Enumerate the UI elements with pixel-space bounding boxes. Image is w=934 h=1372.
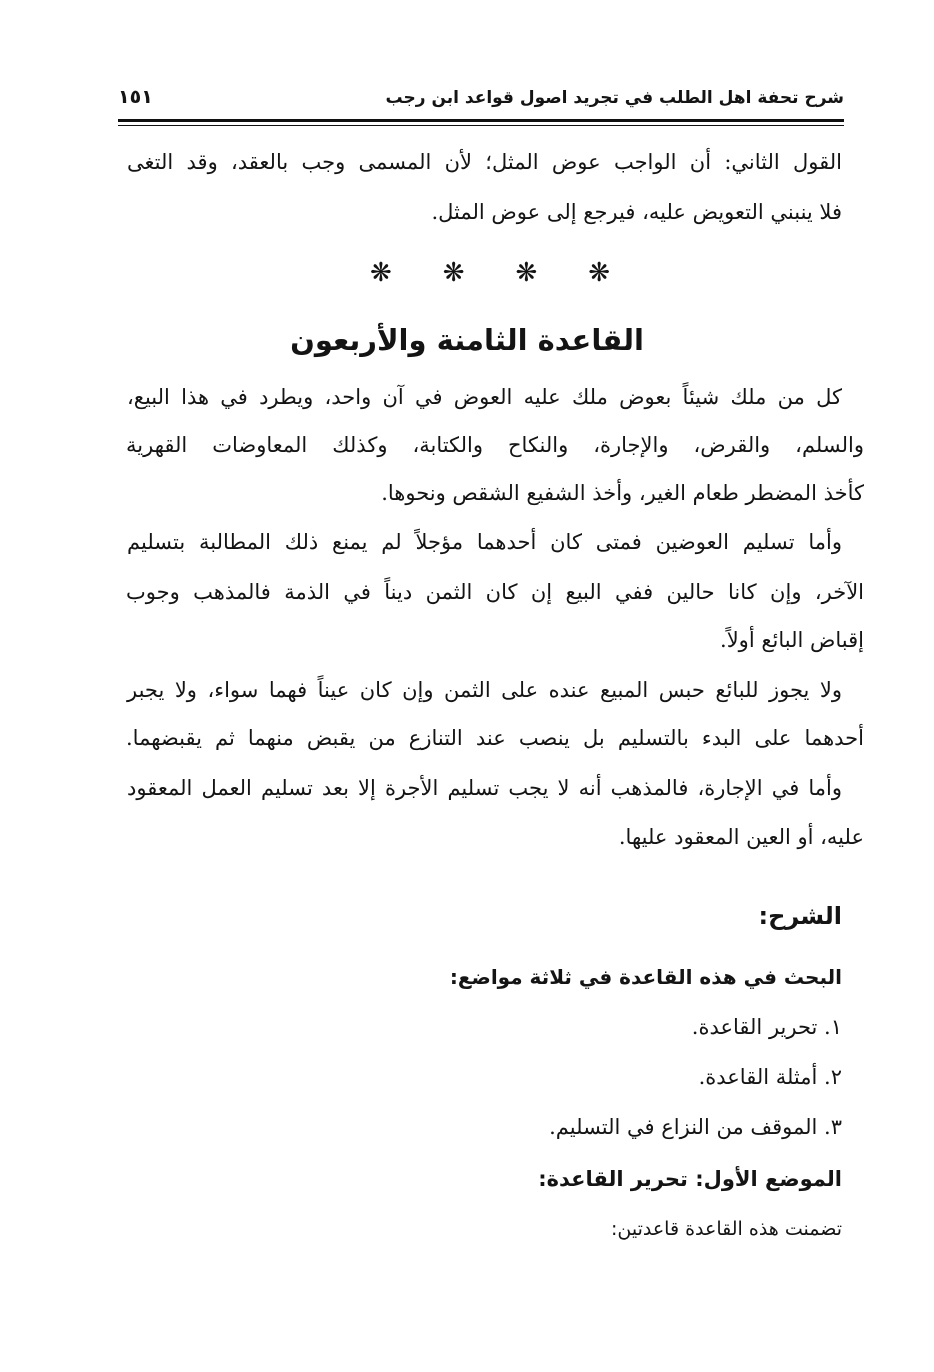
rule-p2-line-1: وأما تسليم العوضين فمتى كان أحدهما مؤجلاً لم يمنع ذلك المطالبة بتسليم <box>127 530 842 554</box>
topic-list-item-1: ١. تحرير القاعدة. <box>691 1015 842 1039</box>
star-ornament-icon: ❋ <box>588 258 610 288</box>
rule-p1-line-2: والسلم، والقرض، والإجارة، والنكاح والكتابة، وكذلك المعاوضات القهرية <box>126 433 864 457</box>
rule-p1-line-1: كل من ملك شيئاً بعوض ملك عليه العوض في آن واحد، ويطرد في هذا البيع، <box>127 385 842 409</box>
star-ornament-icon: ❋ <box>370 258 392 288</box>
rule-p1-line-3: كأخذ المضطر طعام الغير، وأخذ الشفيع الشقص ونحوها. <box>381 481 864 505</box>
topic-list-item-2: ٢. أمثلة القاعدة. <box>698 1065 842 1089</box>
header-rule-thick <box>118 119 844 122</box>
star-ornament-icon: ❋ <box>442 258 465 288</box>
header-rule-thin <box>118 125 844 126</box>
first-topic-heading: الموضع الأول: تحرير القاعدة: <box>538 1167 842 1191</box>
page-number: ١٥١ <box>118 86 153 108</box>
intro-line-2: فلا ينبني التعويض عليه، فيرجع إلى عوض المثل. <box>431 200 842 224</box>
topic-list-item-3: ٣. الموقف من النزاع في التسليم. <box>549 1115 842 1139</box>
rule-heading: القاعدة الثامنة والأربعون <box>290 323 644 357</box>
commentary-heading: الشرح: <box>758 902 842 930</box>
commentary-intro: البحث في هذه القاعدة في ثلاثة مواضع: <box>449 965 842 989</box>
running-header <box>118 70 844 110</box>
star-ornament-icon: ❋ <box>515 258 538 288</box>
book-title: شرح تحفة اهل الطلب في تجريد اصول قواعد ابن رجب <box>385 88 844 108</box>
rule-p3-line-2: أحدهما على البدء بالتسليم بل ينصب عند التنازع من يقبض منهما ثم يقبضهما. <box>126 726 864 750</box>
rule-p3-line-1: ولا يجوز للبائع حبس المبيع عنده على الثمن وإن كان عيناً فهما سواء، ولا يجبر <box>127 678 842 702</box>
rule-p4-line-2: عليه، أو العين المعقود عليها. <box>618 825 864 849</box>
rule-p4-line-1: وأما في الإجارة، فالمذهب أنه لا يجب تسليم الأجرة إلا بعد تسليم العمل المعقود <box>127 776 842 800</box>
rule-p2-line-3: إقباض البائع أولاً. <box>720 628 864 652</box>
first-topic-text: تضمنت هذه القاعدة قاعدتين: <box>610 1218 842 1240</box>
intro-line-1: القول الثاني: أن الواجب عوض المثل؛ لأن المسمى وجب بالعقد، وقد التغى <box>127 150 842 174</box>
section-separator <box>370 255 610 291</box>
rule-p2-line-2: الآخر، وإن كانا حالين ففي البيع إن كان الثمن ديناً في الذمة فالمذهب وجوب <box>126 580 864 604</box>
